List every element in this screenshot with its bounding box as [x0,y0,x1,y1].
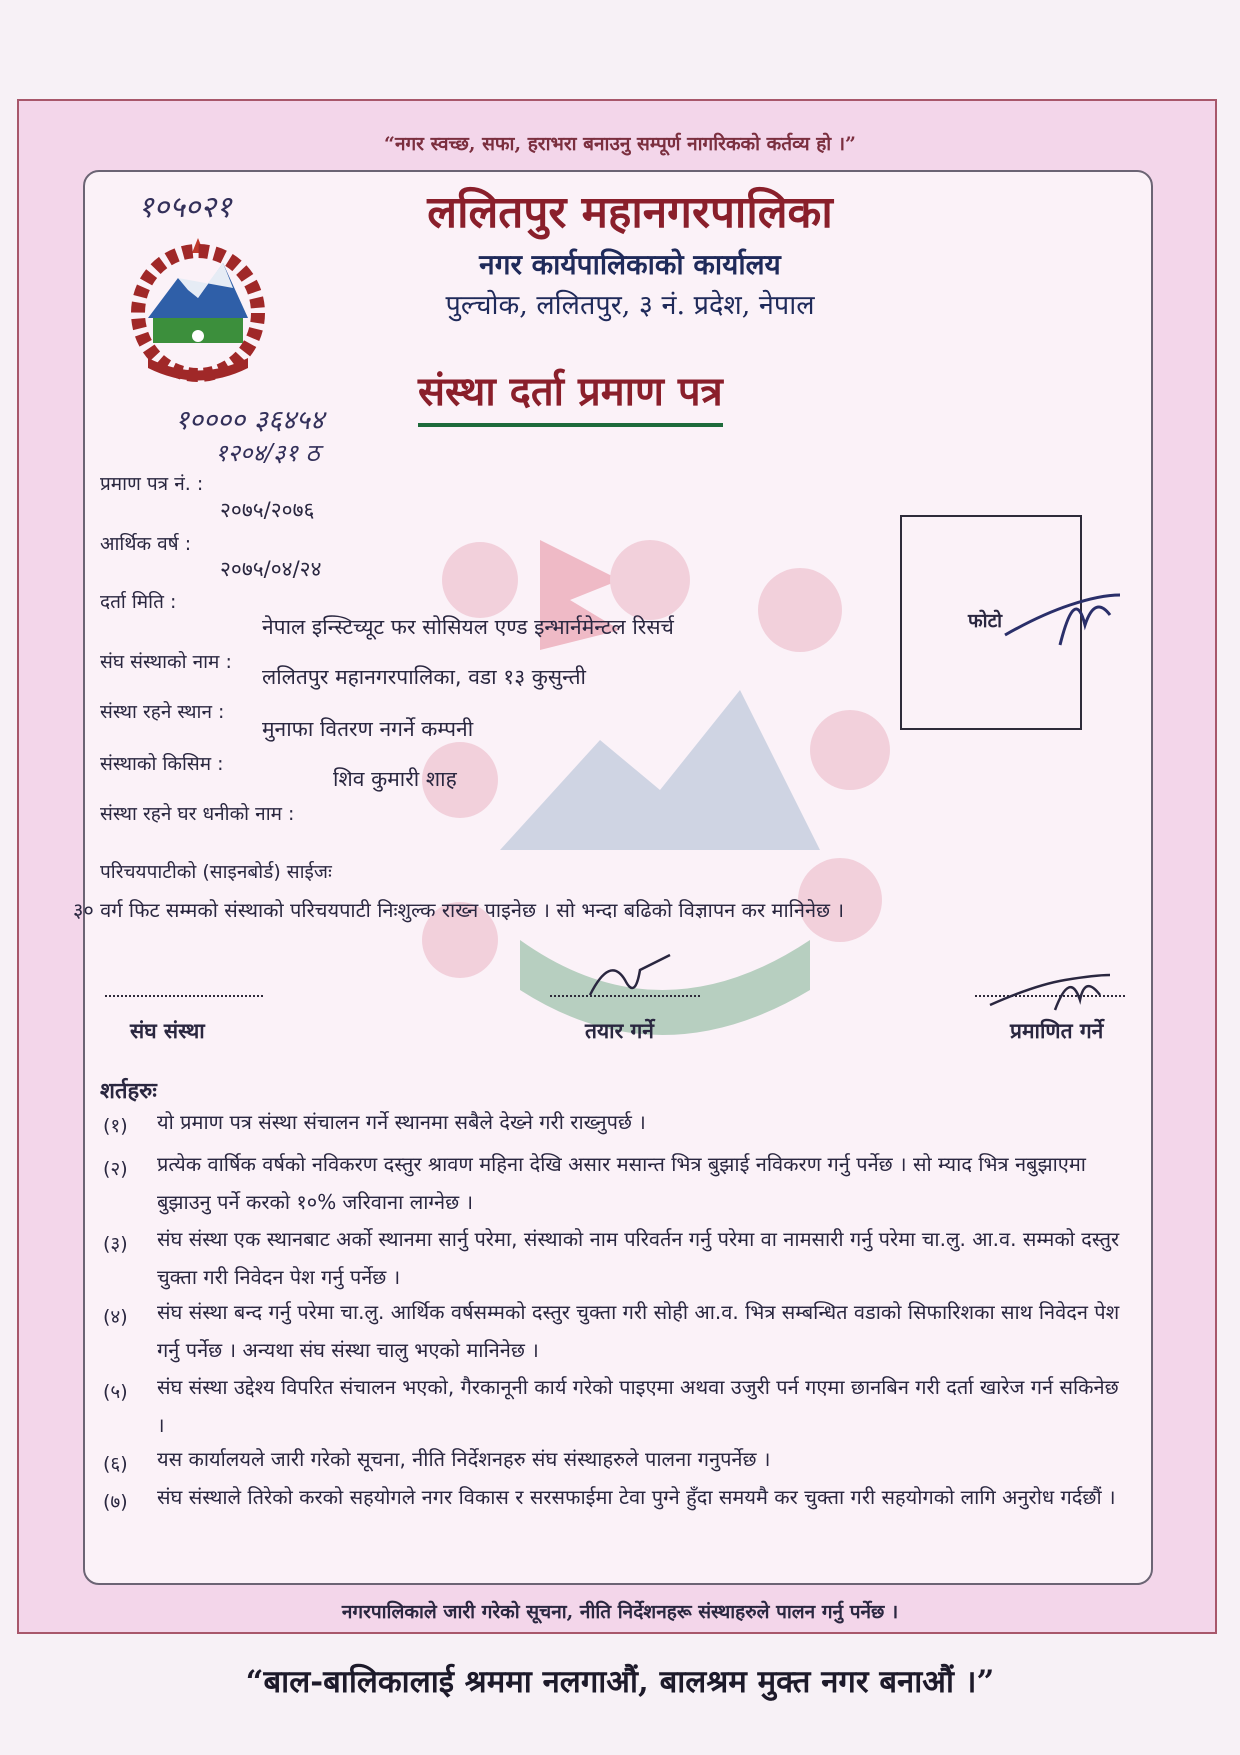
office-address: पुल्चोक, ललितपुर, ३ नं. प्रदेश, नेपाल [445,290,815,321]
field-label-org-location: संस्था रहने स्थान : [100,701,225,723]
term-text: संघ संस्था बन्द गर्नु परेमा चा.लु. आर्थिक वर्षसम्मको दस्तुर चुक्ता गरी सोही आ.व. भित्र सम्बन्धित वडाको सिफारिशका साथ निवेदन पेश गर्नु पर्नेछ । अन्यथा संघ संस्था चालु भएको मानिनेछ । [157,1300,1120,1362]
signature-label-approved: प्रमाणित गर्ने [1010,1019,1104,1043]
terms-title: शर्तहरुः [100,1079,157,1104]
field-label-org-name: संघ संस्थाको नाम : [100,651,232,673]
term-number: (४) [103,1306,128,1328]
term-number: (७) [103,1491,128,1513]
term-number: (५) [103,1381,128,1403]
field-value-org-location: ललितपुर महानगरपालिका, वडा १३ कुसुन्ती [262,665,586,689]
handwritten-number-2: १०००० ३६४५४ [175,405,324,436]
preparer-signature-icon [580,950,680,1005]
signboard-label: परिचयपाटीको (साइनबोर्ड) साईजः [100,861,332,883]
signature-label-org: संघ संस्था [130,1019,205,1043]
term-text: यो प्रमाण पत्र संस्था संचालन गर्ने स्थानमा सबैले देख्ने गरी राख्नुपर्छ । [157,1110,646,1134]
handwritten-number-3: १२०४/३१ ठ [215,439,320,467]
term-number: (१) [103,1115,128,1137]
term-number: (२) [103,1158,128,1180]
signature-icon [1000,575,1130,655]
term-text: संघ संस्थाले तिरेको करको सहयोगले नगर विकास र सरसफाईमा टेवा पुग्ने हुँदा समयमै कर चुक्ता गरी सहयोगको लागि अनुरोध गर्दछौं । [157,1485,1116,1509]
approver-signature-icon [985,965,1115,1015]
signature-label-prepared: तयार गर्ने [585,1019,654,1043]
field-value-landlord-name: शिव कुमारी शाह [333,767,457,791]
term-text: यस कार्यालयले जारी गरेको सूचना, नीति निर्देशनहरु संघ संस्थाहरुले पालना गनुपर्नेछ । [157,1447,771,1471]
motto-top: “नगर स्वच्छ, सफा, हराभरा बनाउनु सम्पूर्ण नागरिकको कर्तव्य हो ।” [384,133,856,155]
signature-line-left [105,995,263,997]
office-name: नगर कार्यपालिकाको कार्यालय [479,248,781,281]
term-number: (३) [103,1233,128,1255]
field-label-registration-date: दर्ता मिति : [100,591,177,613]
field-label-org-type: संस्थाको किसिम : [100,753,224,775]
footer-note: नगरपालिकाले जारी गरेको सूचना, नीति निर्देशनहरू संस्थाहरुले पालन गर्नु पर्नेछ । [341,1601,899,1623]
term-text: संघ संस्था उद्देश्य विपरित संचालन भएको, गैरकानूनी कार्य गरेको पाइएमा अथवा उजुरी पर्न गएमा छानबिन गरी दर्ता खारेज गर्न सकिनेछ । [157,1375,1119,1437]
field-value-org-name: नेपाल इन्स्टिच्यूट फर सोसियल एण्ड इन्भार्नमेन्टल रिसर्च [262,615,674,639]
motto-bottom: “बाल-बालिकालाई श्रममा नलगाऔं, बालश्रम मुक्त नगर बनाऔं ।” [245,1664,995,1700]
handwritten-number-top: १०५०२१ [138,190,232,225]
field-label-certificate-no: प्रमाण पत्र नं. : [100,473,204,495]
watermark-emblem-icon [420,520,890,1100]
field-label-landlord-name: संस्था रहने घर धनीको नाम : [100,803,295,825]
field-value-fiscal-year: २०७५/२०७६ [220,498,315,522]
field-value-registration-date: २०७५/०४/२४ [220,557,322,581]
term-text: संघ संस्था एक स्थानबाट अर्को स्थानमा सार्नु परेमा, संस्थाको नाम परिवर्तन गर्नु परेमा वा नामसारी गर्नु परेमा चा.लु. आ.व. सम्मको दस्तुर चुक्ता गरी निवेदन पेश गर्नु पर्नेछ । [157,1227,1120,1289]
signboard-note: ३० वर्ग फिट सम्मको संस्थाको परिचयपाटी निःशुल्क राख्न पाइनेछ । सो भन्दा बढिको विज्ञापन कर मानिनेछ । [73,898,845,922]
certificate-title: संस्था दर्ता प्रमाण पत्र [418,362,723,427]
org-title: ललितपुर महानगरपालिका [427,187,833,238]
photo-label: फोटो [968,610,1003,632]
field-value-org-type: मुनाफा वितरण नगर्ने कम्पनी [262,717,474,741]
term-text: प्रत्येक वार्षिक वर्षको नविकरण दस्तुर श्रावण महिना देखि असार मसान्त भित्र बुझाई नविकरण गर्नु पर्नेछ । सो म्याद भित्र नबुझाएमा बुझाउनु पर्ने करको १०% जरिवाना लाग्नेछ । [157,1152,1086,1214]
field-label-fiscal-year: आर्थिक वर्ष : [100,533,192,555]
term-number: (६) [103,1453,128,1475]
